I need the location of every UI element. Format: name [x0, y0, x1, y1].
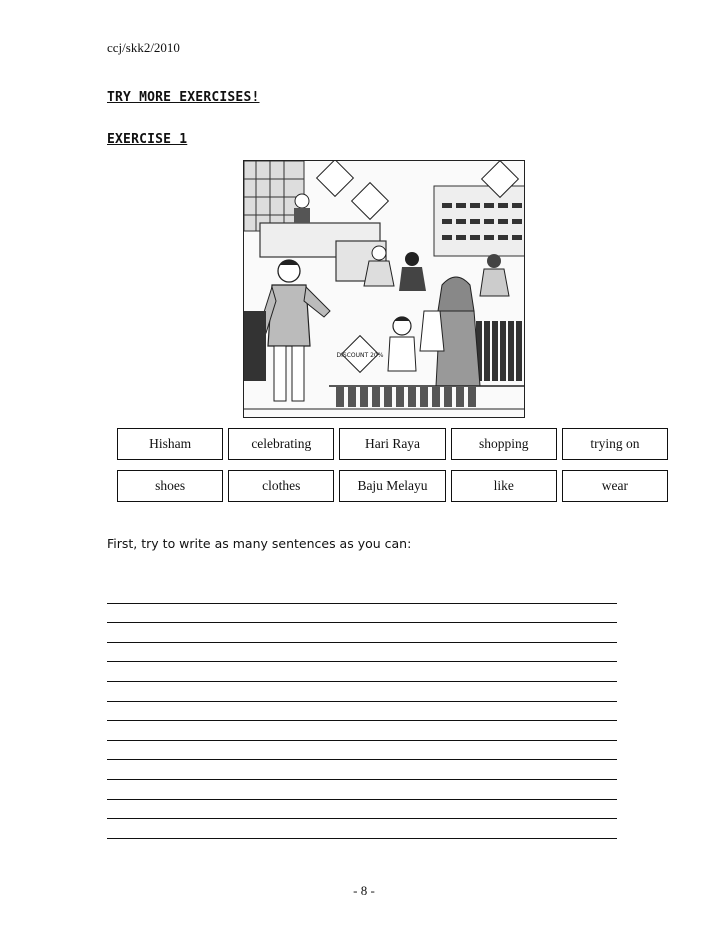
word-box: shoes: [117, 470, 223, 502]
word-box: wear: [562, 470, 668, 502]
writing-line[interactable]: [107, 623, 617, 643]
word-box: clothes: [228, 470, 334, 502]
main-title: TRY MORE EXERCISES!: [107, 90, 260, 105]
writing-line[interactable]: [107, 682, 617, 702]
word-box: shopping: [451, 428, 557, 460]
word-box: trying on: [562, 428, 668, 460]
header-code: ccj/skk2/2010: [107, 40, 180, 55]
instruction-text: First, try to write as many sentences as you can:: [107, 536, 412, 551]
word-box: Baju Melayu: [339, 470, 445, 502]
word-box: Hisham: [117, 428, 223, 460]
writing-line[interactable]: [107, 800, 617, 820]
writing-line[interactable]: [107, 702, 617, 722]
writing-line[interactable]: [107, 604, 617, 624]
writing-line[interactable]: [107, 584, 617, 604]
word-bank-row-1: [117, 428, 668, 460]
writing-line[interactable]: [107, 662, 617, 682]
page-number: - 8 -: [353, 883, 375, 898]
exercise-title: EXERCISE 1: [107, 132, 188, 147]
shop-illustration: [243, 160, 525, 418]
word-bank-row-2: [117, 470, 668, 502]
writing-line[interactable]: [107, 780, 617, 800]
word-box: celebrating: [228, 428, 334, 460]
writing-line[interactable]: [107, 643, 617, 663]
word-box: like: [451, 470, 557, 502]
writing-line[interactable]: [107, 721, 617, 741]
writing-line[interactable]: [107, 741, 617, 761]
writing-line[interactable]: [107, 760, 617, 780]
writing-lines: [107, 584, 617, 839]
discount-sign: DISCOUNT 20%: [336, 352, 384, 359]
word-box: Hari Raya: [339, 428, 445, 460]
writing-line[interactable]: [107, 819, 617, 839]
